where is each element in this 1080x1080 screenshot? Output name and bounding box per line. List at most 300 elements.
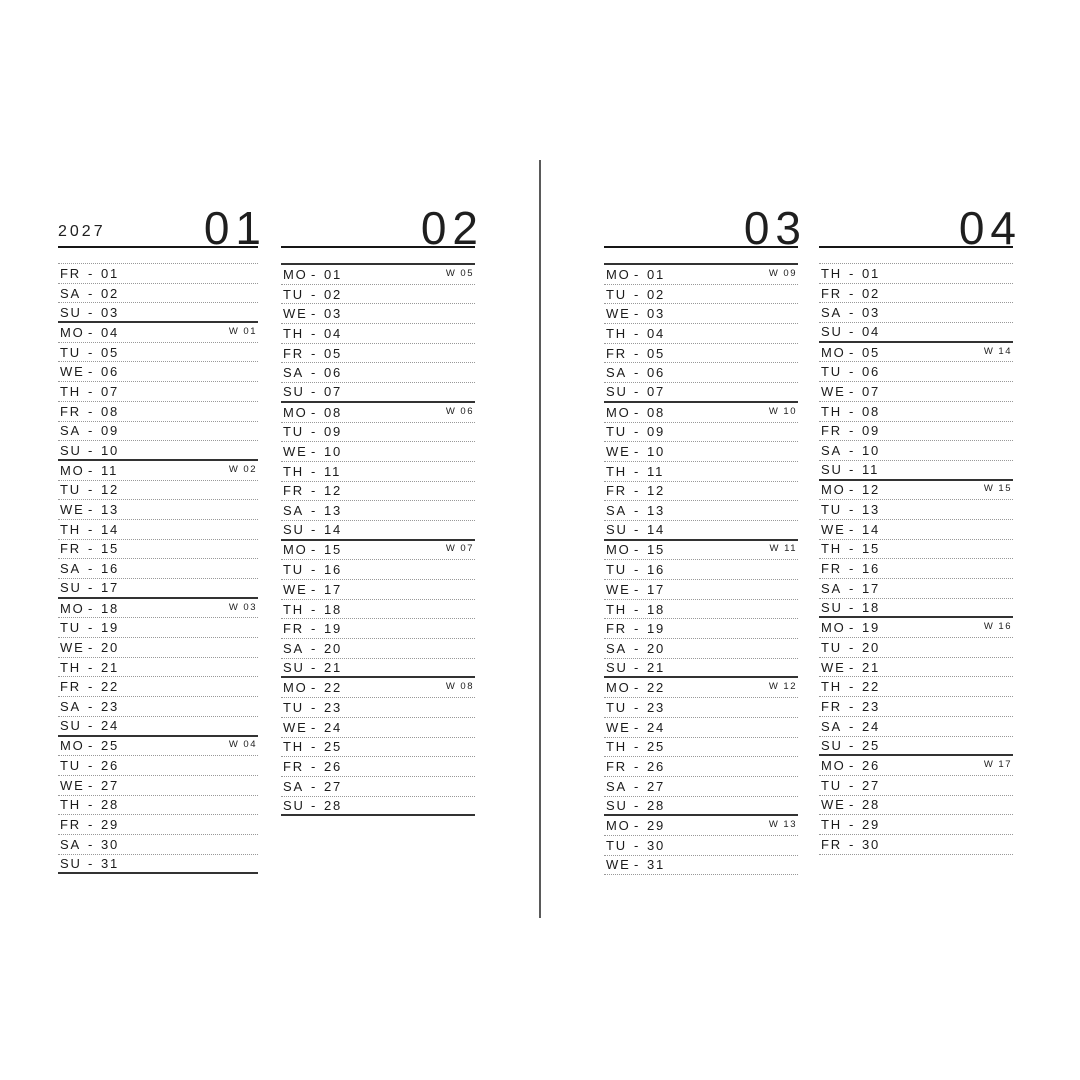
day-number: 29 [862,817,881,833]
day-separator: - [634,680,639,696]
day-row [281,383,475,403]
day-separator: - [88,541,93,557]
day-row [58,402,258,422]
day-of-week: TU [821,502,842,518]
month-number: 03 [743,202,807,254]
day-row [819,697,1013,717]
day-of-week: SU [60,442,82,458]
day-number: 31 [101,855,120,871]
day-of-week: SU [821,462,843,478]
day-of-week: WE [821,659,846,675]
day-row [58,382,258,402]
day-of-week: MO [283,266,308,282]
day-number: 21 [101,659,120,675]
day-number: 29 [101,817,120,833]
day-separator: - [311,483,316,499]
day-separator: - [88,442,93,458]
month-header [604,196,807,254]
day-row [819,776,1013,796]
day-separator: - [311,719,316,735]
day-of-week: MO [60,462,85,478]
day-row [58,422,258,442]
day-separator: - [634,286,639,302]
day-separator: - [311,759,316,775]
week-number: W 11 [769,543,797,555]
day-of-week: WE [283,444,308,460]
week-number: W 17 [983,759,1012,771]
day-number: 22 [101,679,120,695]
day-row [819,461,1013,481]
day-row [604,501,798,521]
day-of-week: WE [606,719,631,735]
day-separator: - [849,737,854,753]
day-row [604,580,798,600]
day-separator: - [849,797,854,813]
day-separator: - [634,699,639,715]
week-number: W 03 [228,601,257,613]
day-of-week: FR [283,621,304,637]
day-of-week: TU [821,777,842,793]
week-number: W 13 [768,819,797,831]
day-row [58,461,258,481]
day-separator: - [634,266,639,282]
day-separator: - [849,383,854,399]
day-separator: - [88,836,93,852]
day-separator: - [634,601,639,617]
week-number: W 14 [983,345,1012,357]
day-number: 04 [101,324,120,340]
day-separator: - [311,503,316,519]
day-row [281,442,475,462]
day-separator: - [634,857,639,873]
day-row [281,285,475,305]
day-of-week: FR [60,541,81,557]
day-number: 10 [101,442,120,458]
day-number: 11 [324,463,342,479]
day-of-week: SA [606,365,627,381]
day-of-week: TU [606,562,627,578]
day-number: 11 [647,463,665,479]
week-number: W 09 [768,267,797,279]
day-row [281,324,475,344]
day-number: 29 [647,818,666,834]
day-number: 16 [101,561,120,577]
day-of-week: MO [821,758,846,774]
day-number: 04 [324,325,343,341]
day-separator: - [849,620,854,636]
day-row [281,541,475,561]
day-separator: - [311,699,316,715]
day-separator: - [88,344,93,360]
day-of-week: MO [606,542,631,558]
day-row [281,501,475,521]
day-number: 15 [324,542,343,558]
day-separator: - [634,345,639,361]
month-column-april [819,196,1022,855]
day-number: 07 [324,384,343,400]
day-row [819,540,1013,560]
day-separator: - [634,306,639,322]
day-of-week: SU [60,718,82,734]
day-of-week: TH [606,601,627,617]
day-number: 28 [101,797,120,813]
day-number: 28 [647,797,666,813]
week-number: W 06 [445,405,474,417]
day-separator: - [311,542,316,558]
day-of-week: MO [283,680,308,696]
day-of-week: FR [60,817,81,833]
day-row [58,520,258,540]
day-row [819,303,1013,323]
day-row [281,482,475,502]
day-number: 14 [862,521,881,537]
week-number: W 08 [445,681,474,693]
day-row [58,776,258,796]
day-separator: - [634,797,639,813]
day-row [604,383,798,403]
day-of-week: TU [606,286,627,302]
day-of-week: TU [283,424,304,440]
day-of-week: WE [283,306,308,322]
day-number: 12 [101,482,120,498]
day-row [58,362,258,382]
day-of-week: MO [60,738,85,754]
month-column-february [281,196,484,816]
day-number: 20 [647,640,666,656]
spine-divider [539,160,541,918]
day-row [604,482,798,502]
month-number: 01 [203,202,267,254]
day-of-week: SA [821,580,842,596]
day-of-week: SU [60,855,82,871]
day-separator: - [88,521,93,537]
day-separator: - [88,324,93,340]
day-row [58,796,258,816]
day-row [281,403,475,423]
day-row [604,324,798,344]
day-number: 02 [101,285,120,301]
day-separator: - [311,286,316,302]
day-of-week: SU [283,384,305,400]
day-of-week: MO [821,482,846,498]
day-separator: - [634,719,639,735]
day-of-week: WE [606,444,631,460]
day-row [819,284,1013,304]
day-number: 13 [101,502,120,518]
day-of-week: TU [60,758,81,774]
month-header [281,196,484,254]
day-separator: - [849,482,854,498]
day-of-week: SU [606,660,628,676]
day-number: 03 [101,304,120,320]
day-row [604,678,798,698]
day-number: 02 [647,286,666,302]
week-number: W 07 [445,543,474,555]
day-separator: - [849,364,854,380]
day-of-week: TH [60,659,81,675]
day-row [604,521,798,541]
day-row [58,618,258,638]
day-row [819,737,1013,757]
week-number: W 04 [228,739,257,751]
day-of-week: SA [821,443,842,459]
day-number: 23 [101,698,120,714]
week-number: W 05 [445,267,474,279]
day-row [281,363,475,383]
day-of-week: MO [283,542,308,558]
day-of-week: WE [821,383,846,399]
day-row [58,441,258,461]
day-number: 05 [324,345,343,361]
day-of-week: FR [606,621,627,637]
day-row [819,264,1013,284]
day-number: 13 [324,503,343,519]
day-of-week: WE [821,521,846,537]
day-number: 26 [862,758,881,774]
day-separator: - [311,345,316,361]
day-separator: - [311,325,316,341]
day-separator: - [88,639,93,655]
day-row [281,698,475,718]
day-number: 17 [101,580,120,596]
day-of-week: FR [606,345,627,361]
day-row [281,619,475,639]
day-number: 16 [862,561,881,577]
day-number: 03 [647,306,666,322]
day-row [58,717,258,737]
day-row [281,659,475,679]
day-row [819,343,1013,363]
day-row [58,481,258,501]
day-separator: - [311,778,316,794]
day-row [58,284,258,304]
day-number: 08 [647,404,666,420]
day-of-week: TU [821,364,842,380]
day-of-week: MO [60,324,85,340]
day-number: 30 [647,837,666,853]
day-of-week: TH [606,739,627,755]
day-separator: - [88,482,93,498]
day-number: 21 [862,659,881,675]
day-number: 05 [101,344,120,360]
day-number: 10 [862,443,881,459]
day-separator: - [849,443,854,459]
day-of-week: FR [606,759,627,775]
day-of-week: MO [606,404,631,420]
day-number: 07 [101,383,120,399]
day-separator: - [849,265,854,281]
day-of-week: FR [821,698,842,714]
month-number: 04 [958,202,1022,254]
day-of-week: TU [283,286,304,302]
day-row [58,303,258,323]
day-separator: - [88,561,93,577]
day-of-week: SA [60,423,81,439]
day-row [58,540,258,560]
day-separator: - [634,759,639,775]
day-number: 14 [324,522,343,538]
day-number: 18 [862,600,881,616]
day-separator: - [311,797,316,813]
day-number: 19 [324,621,343,637]
day-row [58,579,258,599]
day-row [281,600,475,620]
day-number: 12 [862,482,881,498]
day-number: 03 [324,306,343,322]
day-number: 24 [324,719,343,735]
day-separator: - [634,562,639,578]
day-of-week: FR [60,679,81,695]
day-row [819,677,1013,697]
day-separator: - [849,777,854,793]
day-separator: - [311,739,316,755]
day-of-week: MO [606,680,631,696]
day-separator: - [849,659,854,675]
day-number: 28 [862,797,881,813]
day-grid [281,263,475,816]
day-row [819,402,1013,422]
day-number: 08 [862,403,881,419]
day-of-week: TU [60,482,81,498]
day-separator: - [88,580,93,596]
day-separator: - [849,817,854,833]
day-number: 18 [101,600,120,616]
day-of-week: SA [821,305,842,321]
day-row [281,757,475,777]
day-number: 18 [324,601,343,617]
day-row [281,521,475,541]
day-number: 16 [647,562,666,578]
day-of-week: WE [60,639,85,655]
day-number: 22 [862,679,881,695]
day-separator: - [88,797,93,813]
day-row [281,777,475,797]
month-column-january [58,196,267,874]
day-number: 08 [324,404,343,420]
day-separator: - [634,424,639,440]
day-of-week: SU [283,522,305,538]
day-separator: - [311,581,316,597]
day-number: 25 [101,738,120,754]
day-number: 17 [647,581,666,597]
day-of-week: SA [60,836,81,852]
day-number: 22 [647,680,666,696]
day-number: 22 [324,680,343,696]
day-separator: - [849,324,854,340]
day-row [58,756,258,776]
day-separator: - [88,403,93,419]
day-row [604,836,798,856]
day-number: 08 [101,403,120,419]
day-row [604,304,798,324]
day-of-week: TU [60,620,81,636]
day-number: 25 [647,739,666,755]
day-row [604,442,798,462]
day-of-week: TU [606,699,627,715]
day-separator: - [311,562,316,578]
day-number: 17 [862,580,881,596]
day-of-week: MO [821,620,846,636]
day-number: 12 [324,483,343,499]
day-of-week: WE [60,502,85,518]
day-number: 23 [324,699,343,715]
day-separator: - [849,580,854,596]
day-grid [604,263,798,875]
day-separator: - [311,463,316,479]
day-of-week: TH [821,265,842,281]
day-row [58,638,258,658]
day-row [819,323,1013,343]
day-row [281,304,475,324]
day-separator: - [88,679,93,695]
day-of-week: SA [606,503,627,519]
day-number: 14 [101,521,120,537]
day-of-week: MO [821,344,846,360]
day-of-week: SU [606,797,628,813]
day-number: 15 [862,541,881,557]
day-separator: - [849,836,854,852]
day-of-week: WE [60,777,85,793]
day-number: 26 [647,759,666,775]
day-of-week: SU [60,304,82,320]
day-row [281,639,475,659]
day-separator: - [849,541,854,557]
day-separator: - [634,483,639,499]
day-number: 21 [647,660,666,676]
day-row [604,363,798,383]
day-number: 24 [101,718,120,734]
day-separator: - [634,818,639,834]
day-separator: - [88,758,93,774]
day-separator: - [634,660,639,676]
day-separator: - [88,738,93,754]
day-row [819,835,1013,855]
day-separator: - [88,777,93,793]
day-separator: - [849,561,854,577]
day-separator: - [634,621,639,637]
day-number: 01 [647,266,666,282]
day-row [604,344,798,364]
day-of-week: FR [821,285,842,301]
week-number: W 02 [228,463,257,475]
day-number: 25 [862,737,881,753]
day-number: 25 [324,739,343,755]
day-row [58,835,258,855]
month-header [58,196,267,254]
day-separator: - [311,522,316,538]
day-of-week: SU [60,580,82,596]
day-of-week: SA [606,778,627,794]
day-number: 06 [101,364,120,380]
day-of-week: TH [821,817,842,833]
day-separator: - [634,778,639,794]
day-of-week: SU [821,737,843,753]
day-of-week: MO [283,404,308,420]
day-separator: - [88,620,93,636]
day-of-week: WE [606,857,631,873]
day-of-week: TH [283,739,304,755]
day-of-week: TH [606,325,627,341]
day-separator: - [634,463,639,479]
day-separator: - [634,739,639,755]
day-row [281,462,475,482]
day-row [604,856,798,876]
day-of-week: FR [283,483,304,499]
day-row [604,797,798,817]
day-grid [58,263,258,874]
day-number: 27 [647,778,666,794]
day-number: 15 [101,541,120,557]
